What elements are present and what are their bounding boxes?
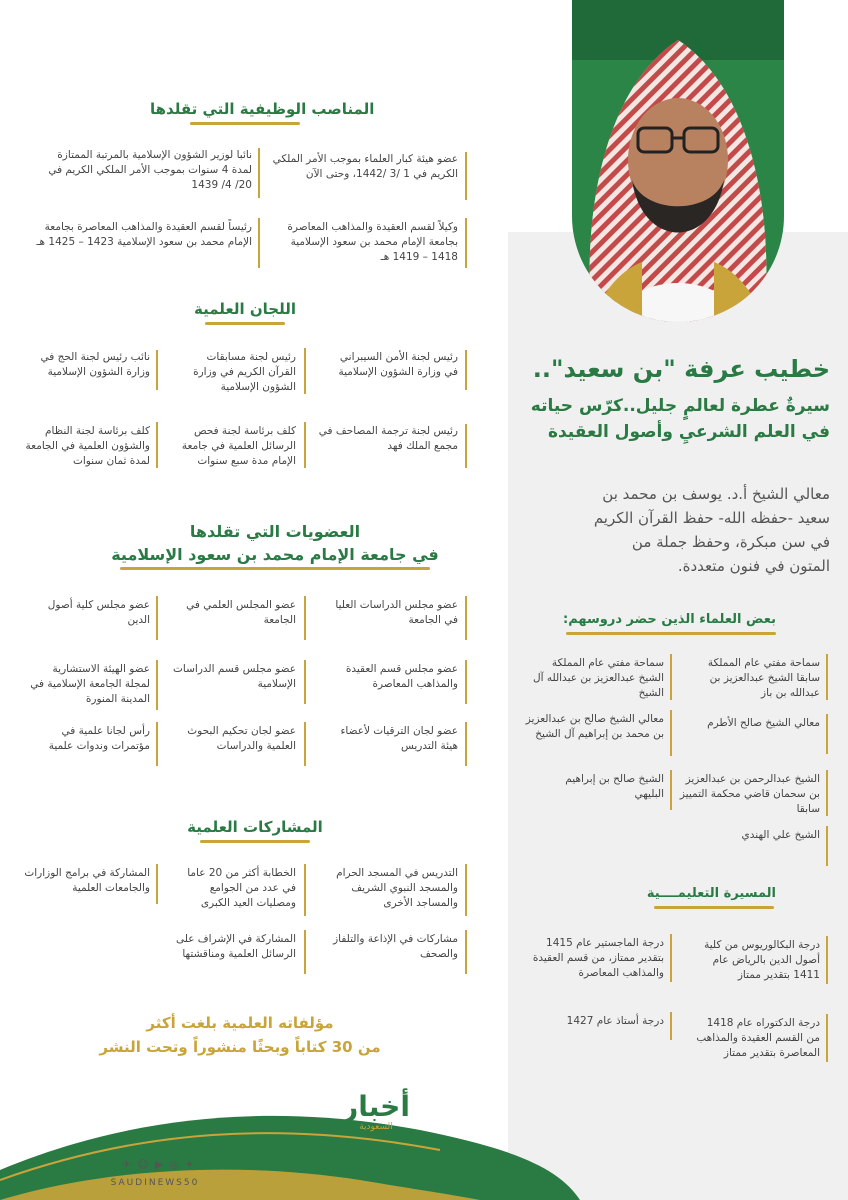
positions-bar-4 [258, 218, 260, 268]
scholars-bar-4 [670, 710, 672, 756]
committees-item-6: كلف برئاسة لجنة النظام والشؤون العلمية في الجامعة لمدة ثمان سنوات [25, 425, 150, 467]
participations-bar-1 [465, 864, 467, 916]
education-item-4: درجة أستاذ عام 1427 [566, 1015, 664, 1027]
participations-bar-2 [304, 864, 306, 916]
memberships-bar-2 [304, 596, 306, 640]
memberships-bar-8 [304, 722, 306, 766]
education-bar-2 [670, 934, 672, 982]
memberships-item-6: عضو الهيئة الاستشارية لمجلة الجامعة الإسلامية في المدينة المنورة [30, 663, 150, 705]
memberships-title-line2: في جامعة الإمام محمد بن سعود الإسلامية [111, 545, 439, 564]
scholars-item-7: الشيخ علي الهندي [741, 829, 820, 841]
telegram-icon[interactable]: ✈ [122, 1158, 132, 1171]
intro-line3: في سن مبكرة، وحفظ جملة من [631, 533, 830, 551]
participations-item-1: التدريس في المسجد الحرام والمسجد النبوي الشريف والمساجد الأخرى [336, 867, 458, 909]
education-title: المسيرة التعليمــــية [646, 886, 776, 901]
memberships-bar-7 [465, 722, 467, 766]
participations-title-underline [200, 840, 310, 843]
memberships-bar-4 [465, 660, 467, 704]
authorship-line1: مؤلفاته العلمية بلغت أكثر [146, 1014, 334, 1032]
committees-bar-4 [465, 424, 467, 468]
scholars-item-5: الشيخ عبدالرحمن بن عبدالعزيز بن سحمان قاضي محكمة التمييز سابقا [679, 773, 820, 815]
committees-title-underline [205, 322, 285, 325]
memberships-item-3: عضو مجلس كلية أصول الدين [47, 599, 150, 626]
scholars-bar-1 [826, 654, 828, 700]
positions-bar-1 [465, 152, 467, 200]
social-icons [108, 1158, 208, 1174]
scholars-bar-7 [826, 826, 828, 866]
positions-item-1: عضو هيئة كبار العلماء بموجب الأمر الملكي الكريم في 1 /3 /1442، وحتى الآن [272, 153, 458, 180]
memberships-item-9: رأس لجانا علمية في مؤتمرات وندوات علمية [48, 725, 150, 752]
scholars-bar-5 [826, 770, 828, 816]
participations-bar-4 [465, 930, 467, 974]
memberships-bar-3 [156, 596, 158, 640]
brand-logo-text: أخبار [342, 1090, 410, 1123]
scholars-bar-2 [670, 654, 672, 700]
scholars-title: بعض العلماء الذين حضر دروسهم: [563, 612, 776, 627]
scholars-bar-3 [826, 714, 828, 754]
committees-title: اللجان العلمية [193, 300, 296, 318]
participations-title: المشاركات العلمية [187, 818, 323, 836]
memberships-item-8: عضو لجان تحكيم البحوث العلمية والدراسات [187, 725, 296, 752]
intro-line1: معالي الشيخ أ.د. يوسف بن محمد بن [602, 485, 830, 503]
twitter-icon[interactable]: ✦ [184, 1158, 194, 1171]
memberships-title-underline [120, 567, 430, 570]
memberships-item-1: عضو مجلس الدراسات العليا في الجامعة [335, 599, 458, 626]
positions-bar-3 [465, 218, 467, 268]
scholars-bar-6 [670, 770, 672, 810]
memberships-bar-1 [465, 596, 467, 640]
positions-bar-2 [258, 148, 260, 198]
participations-item-4: مشاركات في الإذاعة والتلفاز والصحف [333, 933, 458, 960]
scholars-item-2: سماحة مفتي عام المملكة الشيخ عبدالعزيز بن عبدالله آل الشيخ [532, 657, 664, 699]
committees-item-3: نائب رئيس لجنة الحج في وزارة الشؤون الإسلامية [40, 351, 150, 378]
participations-bar-5 [304, 930, 306, 974]
headline-sub-line1: سيرةٌ عطرة لعالمٍ جليل..كرّس حياته [530, 396, 830, 416]
positions-title: المناصب الوظيفية التي تقلدها [150, 100, 375, 118]
committees-item-5: كلف برئاسة لجنة فحص الرسائل العلمية في جامعة الإمام مدة سبع سنوات [181, 425, 296, 467]
committees-bar-1 [465, 350, 467, 390]
committees-bar-3 [156, 350, 158, 390]
youtube-icon[interactable]: ▶ [154, 1158, 164, 1171]
memberships-bar-6 [156, 660, 158, 710]
memberships-item-5: عضو مجلس قسم الدراسات الإسلامية [173, 663, 296, 690]
participations-item-3: المشاركة في برامج الوزارات والجامعات العلمية [24, 867, 150, 894]
memberships-title-line1: العضويات التي تقلدها [189, 522, 361, 541]
brand-logo-sub: السعودية [359, 1122, 393, 1132]
portrait-photo [572, 0, 784, 322]
authorship-line2: من 30 كتاباً وبحثًا منشوراً وتحت النشر [99, 1038, 381, 1056]
committees-item-4: رئيس لجنة ترجمة المصاحف في مجمع الملك فهد [318, 425, 458, 452]
participations-item-2: الخطابة أكثر من 20 عاما في عدد من الجوامع ومصليات العيد الكبرى [187, 867, 296, 909]
intro-line4: المتون في فنون متعددة. [677, 557, 830, 575]
committees-item-1: رئيس لجنة الأمن السيبراني في وزارة الشؤون الإسلامية [338, 351, 458, 378]
scholars-item-1: سماحة مفتي عام المملكة سابقا الشيخ عبدالعزيز بن عبدالله بن باز [707, 657, 820, 699]
positions-item-3: وكيلاً لقسم العقيدة والمذاهب المعاصرة بجامعة الإمام محمد بن سعود الإسلامية 1418 – 1419 هـ [287, 221, 458, 263]
participations-bar-3 [156, 864, 158, 904]
positions-item-4: رئيساً لقسم العقيدة والمذاهب المعاصرة بجامعة الإمام محمد بن سعود الإسلامية 1423 – 1425 هـ [36, 221, 252, 248]
participations-item-5: المشاركة في الإشراف على الرسائل العلمية ومناقشتها [175, 933, 296, 960]
snapchat-icon[interactable]: ☺ [137, 1158, 149, 1171]
education-item-1: درجة البكالوريوس من كلية أصول الدين بالرياض عام 1411 بتقدير ممتاز [704, 939, 820, 981]
education-item-3: درجة الدكتوراه عام 1418 من القسم العقيدة والمذاهب المعاصرة بتقدير ممتاز [696, 1017, 820, 1059]
headline-title: خطيب عرفة "بن سعيد".. [532, 355, 830, 383]
committees-bar-5 [304, 422, 306, 468]
scholars-item-3: معالي الشيخ صالح الأطرم [707, 717, 820, 729]
education-title-underline [654, 906, 774, 909]
memberships-bar-5 [304, 660, 306, 704]
scholars-item-4: معالي الشيخ صالح بن عبدالعزيز بن محمد بن إبراهيم آل الشيخ [525, 713, 664, 740]
committees-bar-2 [304, 348, 306, 394]
scholars-title-underline [566, 632, 776, 635]
committees-bar-6 [156, 422, 158, 468]
education-item-2: درجة الماجستير عام 1415 بتقدير ممتاز، من قسم العقيدة والمذاهب المعاصرة [532, 937, 664, 979]
headline-sub-line2: في العلم الشرعيِ وأصول العقيدة [547, 422, 830, 442]
education-bar-3 [826, 1014, 828, 1062]
portrait-illustration [572, 0, 784, 322]
memberships-item-4: عضو مجلس قسم العقيدة والمذاهب المعاصرة [345, 663, 458, 690]
memberships-bar-9 [156, 722, 158, 766]
brand-logo [336, 1092, 416, 1132]
positions-item-2: نائبا لوزير الشؤون الإسلامية بالمرتبة الممتازة لمدة 4 سنوات بموجب الأمر الملكي الكريم في 20/ 4/ 1439 [48, 149, 252, 191]
education-bar-1 [826, 936, 828, 984]
instagram-icon[interactable]: ◎ [169, 1158, 179, 1171]
positions-title-underline [190, 122, 300, 125]
committees-item-2: رئيس لجنة مسابقات القرآن الكريم في وزارة الشؤون الإسلامية [193, 351, 296, 393]
brand-handle: SAUDINEWS50 [110, 1178, 200, 1188]
intro-line2: سعيد -حفظه الله- حفظ القرآن الكريم [593, 509, 830, 527]
memberships-item-7: عضو لجان الترقيات لأعضاء هيئة التدريس [340, 725, 458, 752]
education-bar-4 [670, 1012, 672, 1040]
scholars-item-6: الشيخ صالح بن إبراهيم البليهي [565, 773, 664, 800]
memberships-item-2: عضو المجلس العلمي في الجامعة [186, 599, 296, 626]
